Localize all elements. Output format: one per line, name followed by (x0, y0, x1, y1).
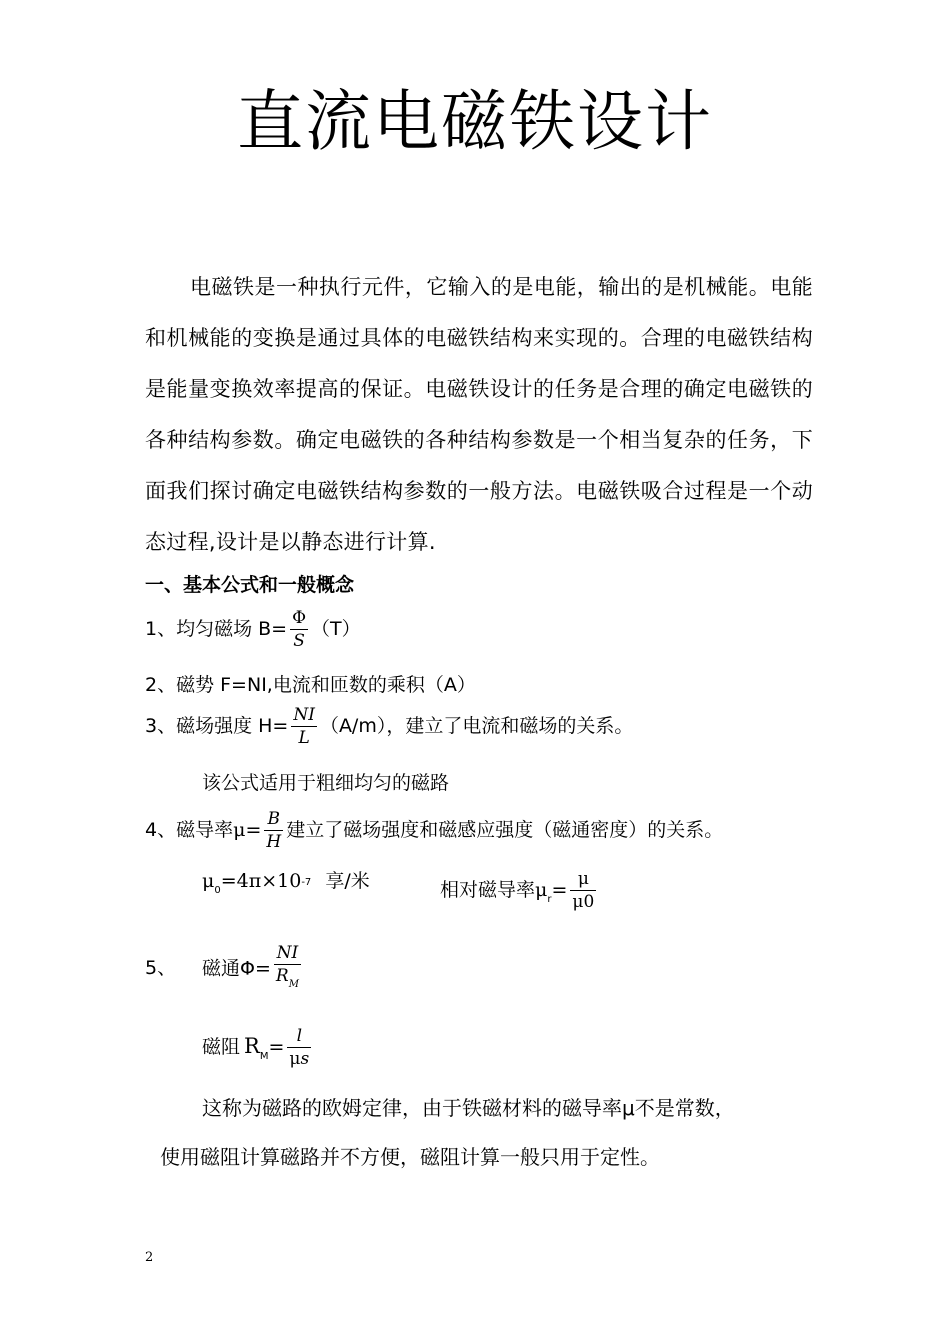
equals-sign: = (551, 879, 568, 901)
formula-mu0 (202, 868, 370, 904)
fraction-l-over-mu-s (287, 1025, 311, 1070)
denominator-s: s (300, 1049, 310, 1069)
fraction-ni-over-l (291, 704, 317, 749)
item1-prefix: 1、均匀磁场 B= (145, 618, 288, 640)
document-title: 直流电磁铁设计 (237, 83, 713, 160)
flux-label: 磁通Φ= (202, 957, 271, 980)
equals-sign: = (268, 1036, 285, 1058)
item1-suffix: （T） (311, 618, 361, 640)
page-number: 2 (145, 1250, 154, 1265)
item4-prefix: 4、磁导率 (145, 819, 234, 841)
mu-symbol: μ (233, 819, 246, 841)
fraction-mu-over-mu0 (570, 868, 596, 913)
rm-subscript: M (288, 979, 299, 990)
rm-symbol-subscript: M (259, 1051, 269, 1062)
fraction-phi-over-s (290, 607, 308, 652)
closing-line-1: 这称为磁路的欧姆定律，由于铁磁材料的磁导率μ不是常数， (202, 1096, 735, 1120)
fraction-denominator: L (298, 728, 310, 748)
formula-permeability (145, 808, 723, 853)
item4-suffix: 建立了磁场强度和磁感应强度（磁通密度）的关系。 (286, 819, 724, 841)
rm-symbol: R (244, 1034, 260, 1058)
fraction-ni-over-rm (274, 942, 301, 996)
fraction-denominator: H (266, 832, 282, 852)
fraction-denominator (287, 1048, 311, 1070)
formula-reluctance (202, 1025, 314, 1070)
fraction-b-over-h (264, 808, 283, 853)
mu0-value: =4π×10 (220, 870, 302, 892)
formula-note: 该公式适用于粗细均匀的磁路 (202, 772, 450, 794)
formula-flux (202, 942, 304, 996)
fraction-denominator: S (293, 631, 305, 651)
fraction-denominator: μ0 (572, 892, 595, 912)
fraction-numerator: NI (274, 942, 301, 965)
equals-sign: = (245, 819, 262, 841)
mu0-subscript: 0 (214, 885, 221, 896)
reluctance-label: 磁阻 (202, 1036, 241, 1058)
denominator-mu: μ (289, 1049, 301, 1069)
mu0-unit: 享/米 (325, 870, 370, 892)
intro-paragraph: 电磁铁是一种执行元件，它输入的是电能，输出的是机械能。电能和机械能的变换是通过具体的电磁铁结构来实现的。合理的电磁铁结构是能量变换效率提高的保证。电磁铁设计的任务是合理的确定电磁铁的各种结构参数。确定电磁铁的各种结构参数是一个相当复杂的任务，下面我们探讨确定电磁铁结构参数的一般方法。电磁铁吸合过程是一个动态过程,设计是以静态进行计算. (145, 275, 813, 554)
fraction-denominator (274, 965, 301, 996)
mu0-symbol: μ (202, 870, 215, 892)
mu0-exponent: -7 (301, 877, 312, 888)
fraction-numerator: B (264, 808, 283, 831)
relative-permeability-label: 相对磁导率 (440, 879, 536, 901)
formula-relative-permeability (440, 868, 599, 913)
item3-prefix: 3、磁场强度 H= (145, 715, 289, 737)
formula-mmf: 2、磁势 F=NI,电流和匝数的乘积（A） (145, 674, 476, 696)
section-heading: 一、基本公式和一般概念 (145, 574, 355, 596)
fraction-numerator: μ (570, 868, 596, 891)
mu-r-symbol: μ (535, 879, 548, 901)
fraction-numerator: l (287, 1025, 311, 1048)
rm-main: R (275, 966, 289, 986)
item5-number: 5、 (145, 957, 177, 979)
mu-r-subscript: r (547, 894, 552, 905)
fraction-numerator: Φ (292, 608, 307, 628)
closing-line-2: 使用磁阻计算磁路并不方便，磁阻计算一般只用于定性。 (160, 1145, 660, 1169)
item3-suffix: （A/m），建立了电流和磁场的关系。 (319, 715, 634, 737)
fraction-numerator: NI (293, 705, 315, 725)
formula-field-strength (145, 704, 633, 749)
formula-uniform-field (145, 607, 361, 652)
